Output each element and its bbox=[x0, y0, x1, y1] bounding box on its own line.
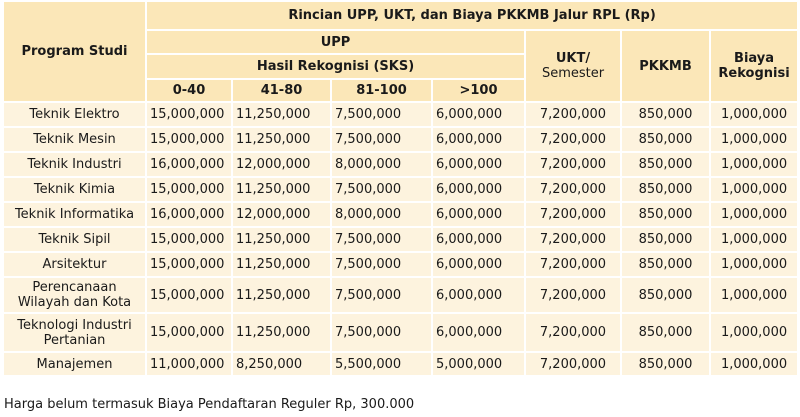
program-name-line: Teknologi Industri bbox=[17, 317, 132, 333]
fee-cell: 7,200,000 bbox=[525, 227, 621, 252]
table-row bbox=[3, 277, 798, 313]
fee-cell: 7,500,000 bbox=[331, 313, 432, 352]
fee-cell: 8,250,000 bbox=[232, 352, 331, 376]
table-row bbox=[3, 313, 798, 352]
table-row bbox=[3, 127, 798, 152]
fee-cell: 7,200,000 bbox=[525, 127, 621, 152]
table-row bbox=[3, 352, 798, 376]
fee-cell: 850,000 bbox=[621, 313, 710, 352]
fee-cell: 11,250,000 bbox=[232, 227, 331, 252]
fee-cell: 850,000 bbox=[621, 252, 710, 277]
fee-cell: 1,000,000 bbox=[710, 177, 798, 202]
fee-cell: 850,000 bbox=[621, 102, 710, 127]
fee-cell: 1,000,000 bbox=[710, 202, 798, 227]
fee-cell: 6,000,000 bbox=[432, 127, 525, 152]
fee-cell: 8,000,000 bbox=[331, 152, 432, 177]
fee-cell: 15,000,000 bbox=[146, 252, 232, 277]
program-name bbox=[3, 277, 146, 313]
fee-cell: 7,200,000 bbox=[525, 252, 621, 277]
fee-cell: 7,200,000 bbox=[525, 152, 621, 177]
fee-cell: 6,000,000 bbox=[432, 277, 525, 313]
program-name bbox=[3, 313, 146, 352]
program-name-line: Perencanaan bbox=[32, 280, 117, 295]
fee-cell: 7,500,000 bbox=[331, 102, 432, 127]
fee-cell: 7,200,000 bbox=[525, 277, 621, 313]
program-name-line: Teknik Elektro bbox=[29, 107, 120, 122]
fee-cell: 6,000,000 bbox=[432, 313, 525, 352]
sks-range-1: 41-80 bbox=[232, 79, 331, 102]
fee-cell: 1,000,000 bbox=[710, 152, 798, 177]
program-name bbox=[3, 177, 146, 202]
program-header: Program Studi bbox=[3, 1, 146, 102]
fee-cell: 11,250,000 bbox=[232, 127, 331, 152]
recognition-header: Hasil Rekognisi (SKS) bbox=[146, 54, 525, 79]
fee-cell: 1,000,000 bbox=[710, 252, 798, 277]
fee-cell: 7,500,000 bbox=[331, 277, 432, 313]
footnote: Harga belum termasuk Biaya Pendaftaran Reguler Rp, 300.000 bbox=[4, 397, 415, 412]
program-name-line: Teknik Industri bbox=[27, 157, 122, 172]
fee-cell: 11,250,000 bbox=[232, 313, 331, 352]
program-name-line: Pertanian bbox=[43, 332, 106, 348]
fee-cell: 7,200,000 bbox=[525, 352, 621, 376]
fee-cell: 1,000,000 bbox=[710, 313, 798, 352]
fee-cell: 6,000,000 bbox=[432, 202, 525, 227]
table-row bbox=[3, 102, 798, 127]
table-body bbox=[3, 102, 798, 376]
fee-cell: 6,000,000 bbox=[432, 177, 525, 202]
program-name-line: Wilayah dan Kota bbox=[17, 295, 132, 310]
program-name-line: Arsitektur bbox=[42, 257, 107, 272]
ukt-header bbox=[525, 30, 621, 102]
fee-cell: 11,250,000 bbox=[232, 252, 331, 277]
biaya-header-line2: Rekognisi bbox=[718, 66, 790, 81]
sks-range-0: 0-40 bbox=[146, 79, 232, 102]
fee-cell: 15,000,000 bbox=[146, 227, 232, 252]
fee-cell: 7,200,000 bbox=[525, 313, 621, 352]
fee-cell: 6,000,000 bbox=[432, 252, 525, 277]
fee-cell: 7,500,000 bbox=[331, 127, 432, 152]
program-name bbox=[3, 152, 146, 177]
program-name bbox=[3, 127, 146, 152]
program-name bbox=[3, 352, 146, 376]
table-row bbox=[3, 227, 798, 252]
fee-cell: 7,200,000 bbox=[525, 102, 621, 127]
ukt-header-line1: UKT/ bbox=[555, 51, 591, 66]
table-title: Rincian UPP, UKT, dan Biaya PKKMB Jalur RPL (Rp) bbox=[146, 1, 798, 30]
fee-cell: 16,000,000 bbox=[146, 152, 232, 177]
fee-cell: 1,000,000 bbox=[710, 102, 798, 127]
fee-cell: 5,000,000 bbox=[432, 352, 525, 376]
fee-cell: 1,000,000 bbox=[710, 227, 798, 252]
fee-table bbox=[2, 0, 799, 377]
ukt-header-line2: Semester bbox=[541, 66, 605, 81]
pkkmb-header: PKKMB bbox=[621, 30, 710, 102]
fee-cell: 6,000,000 bbox=[432, 152, 525, 177]
sks-range-3: >100 bbox=[432, 79, 525, 102]
program-name-line: Teknik Sipil bbox=[38, 232, 111, 247]
fee-cell: 5,500,000 bbox=[331, 352, 432, 376]
fee-cell: 7,500,000 bbox=[331, 227, 432, 252]
fee-cell: 6,000,000 bbox=[432, 102, 525, 127]
fee-cell: 850,000 bbox=[621, 177, 710, 202]
fee-cell: 7,200,000 bbox=[525, 177, 621, 202]
program-name bbox=[3, 202, 146, 227]
fee-cell: 16,000,000 bbox=[146, 202, 232, 227]
fee-cell: 6,000,000 bbox=[432, 227, 525, 252]
fee-cell: 15,000,000 bbox=[146, 127, 232, 152]
fee-cell: 7,200,000 bbox=[525, 202, 621, 227]
fee-cell: 1,000,000 bbox=[710, 352, 798, 376]
program-name bbox=[3, 102, 146, 127]
fee-cell: 15,000,000 bbox=[146, 277, 232, 313]
fee-cell: 850,000 bbox=[621, 277, 710, 313]
fee-cell: 1,000,000 bbox=[710, 127, 798, 152]
fee-cell: 850,000 bbox=[621, 352, 710, 376]
fee-cell: 850,000 bbox=[621, 127, 710, 152]
fee-cell: 12,000,000 bbox=[232, 152, 331, 177]
sks-range-2: 81-100 bbox=[331, 79, 432, 102]
fee-cell: 11,250,000 bbox=[232, 277, 331, 313]
fee-cell: 11,000,000 bbox=[146, 352, 232, 376]
fee-cell: 850,000 bbox=[621, 227, 710, 252]
program-name-line: Teknik Kimia bbox=[33, 182, 116, 197]
program-name bbox=[3, 227, 146, 252]
fee-cell: 12,000,000 bbox=[232, 202, 331, 227]
fee-cell: 850,000 bbox=[621, 152, 710, 177]
fee-cell: 8,000,000 bbox=[331, 202, 432, 227]
program-name-line: Teknik Mesin bbox=[33, 132, 116, 147]
fee-cell: 7,500,000 bbox=[331, 252, 432, 277]
table-row bbox=[3, 202, 798, 227]
fee-cell: 15,000,000 bbox=[146, 313, 232, 352]
fee-cell: 11,250,000 bbox=[232, 102, 331, 127]
program-name bbox=[3, 252, 146, 277]
fee-cell: 15,000,000 bbox=[146, 177, 232, 202]
table-row bbox=[3, 177, 798, 202]
fee-cell: 15,000,000 bbox=[146, 102, 232, 127]
biaya-rekognisi-header bbox=[710, 30, 798, 102]
fee-cell: 7,500,000 bbox=[331, 177, 432, 202]
fee-cell: 11,250,000 bbox=[232, 177, 331, 202]
program-name-line: Teknik Informatika bbox=[14, 207, 135, 222]
table-row bbox=[3, 152, 798, 177]
table-row bbox=[3, 252, 798, 277]
biaya-header-line1: Biaya bbox=[734, 51, 775, 66]
fee-cell: 850,000 bbox=[621, 202, 710, 227]
fee-cell: 1,000,000 bbox=[710, 277, 798, 313]
program-name-line: Manajemen bbox=[36, 356, 113, 372]
upp-header: UPP bbox=[146, 30, 525, 54]
